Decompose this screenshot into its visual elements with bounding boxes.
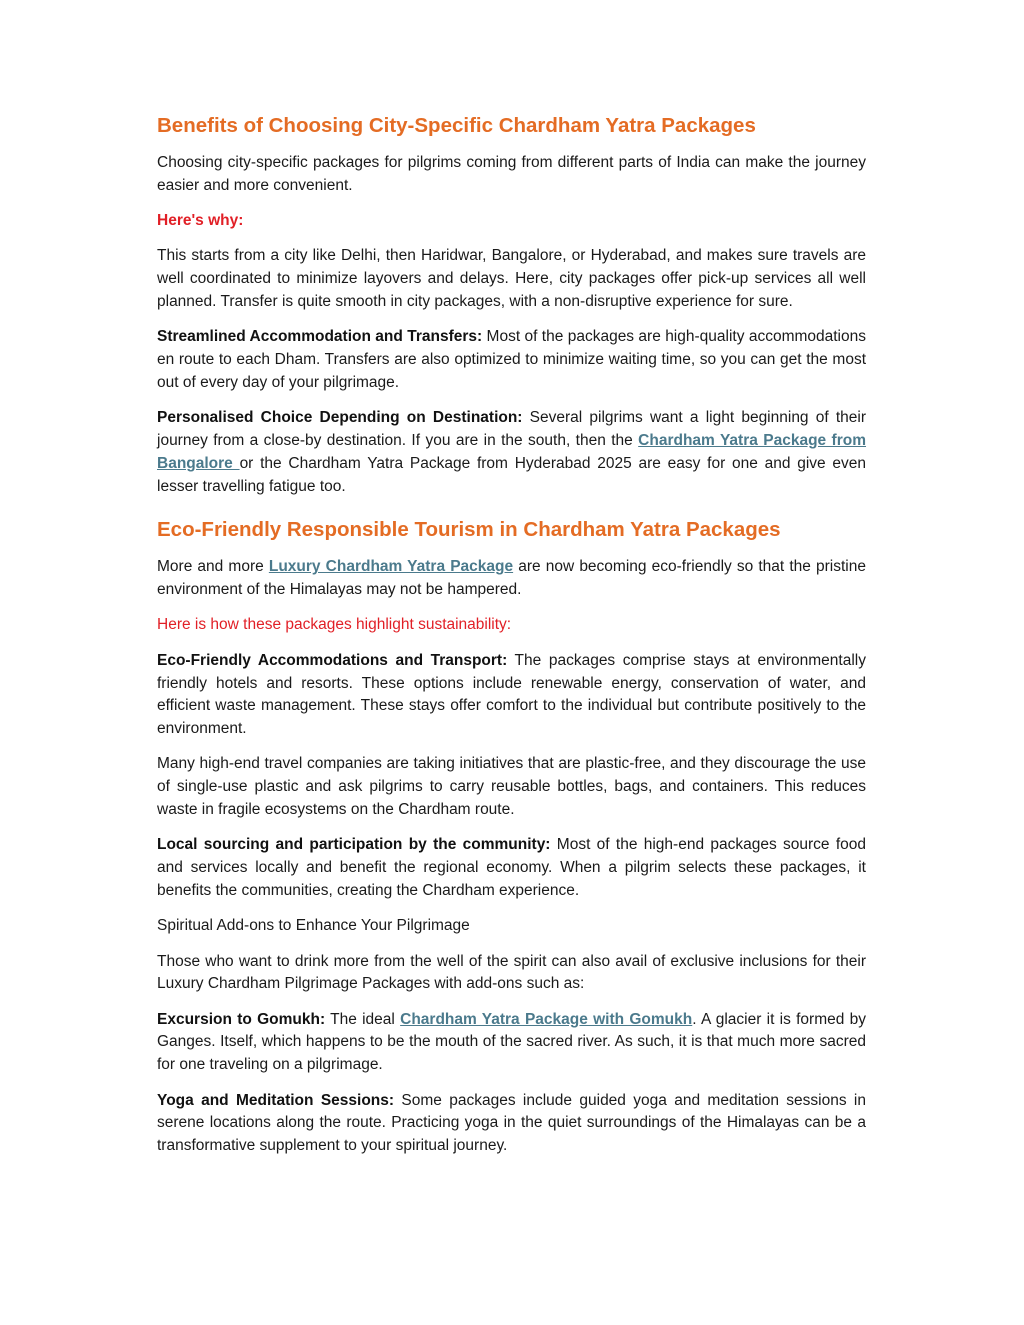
heres-why-label: Here's why:: [157, 212, 244, 230]
document-page: [157, 112, 866, 1170]
section-heading-city-packages: Benefits of Choosing City-Specific Chardham Yatra Packages: [157, 114, 756, 137]
city-coordination-paragraph: This starts from a city like Delhi, then Haridwar, Bangalore, or Hyderabad, and makes sure travels are well coordinated to minimize layovers and delays. Here, city packages offer pick-up services all well planned. Transfer is quite smooth in city packages, with a non-disruptive experience for sure.: [157, 247, 866, 310]
gomukh-paragraph: [157, 1009, 866, 1077]
streamlined-text: Most of the packages are high-quality accommodations en route to each Dham. Transfers are also optimized to minimize waiting time, so you can get the most out of every day of your pilgrimage.: [157, 328, 866, 391]
city-packages-intro: Choosing city-specific packages for pilgrims coming from different parts of India can make the journey easier and more convenient.: [157, 154, 866, 194]
gomukh-package-link[interactable]: Chardham Yatra Package with Gomukh: [400, 1010, 693, 1028]
local-sourcing-paragraph: [157, 834, 866, 902]
luxury-package-link[interactable]: Luxury Chardham Yatra Package: [268, 558, 514, 576]
eco-accommodations-text: The packages comprise stays at environmentally friendly hotels and resorts. These options include renewable energy, conservation of water, and efficient waste management. These stays offer comfort to the individual but contribute positively to the environment.: [157, 651, 866, 738]
sustainability-highlight-label: Here is how these packages highlight sustainability:: [157, 616, 512, 634]
eco-accommodations-paragraph: [157, 650, 866, 741]
personalised-choice-paragraph: [157, 407, 866, 498]
gomukh-text-before: The ideal: [325, 1010, 401, 1028]
local-sourcing-label: Local sourcing and participation by the community:: [157, 836, 551, 854]
personalised-text-before: Several pilgrims want a light beginning of their journey from a close-by destination. If you are in the south, then the: [157, 409, 866, 449]
plastic-free-paragraph: Many high-end travel companies are taking initiatives that are plastic-free, and they discourage the use of single-use plastic and ask pilgrims to carry reusable bottles, bags, and containers. This reduces waste in fragile ecosystems on the Chardham route.: [157, 755, 866, 819]
spiritual-addons-intro: Those who want to drink more from the well of the spirit can also avail of exclusive inclusions for their Luxury Chardham Pilgrimage Packages with add-ons such as:: [157, 952, 866, 993]
eco-accommodations-label: Eco-Friendly Accommodations and Transport:: [157, 651, 508, 669]
eco-intro-paragraph: [157, 556, 866, 602]
gomukh-label: Excursion to Gomukh:: [157, 1010, 326, 1028]
streamlined-accommodation-paragraph: [157, 326, 866, 394]
eco-intro-after: are now becoming eco-friendly so that the pristine environment of the Himalayas may not be hampered.: [157, 558, 866, 599]
gomukh-text-after: . A glacier it is formed by Ganges. Itself, which happens to be the mouth of the sacred river. As such, it is that much more sacred for one traveling on a pilgrimage.: [157, 1010, 866, 1074]
spiritual-addons-heading: Spiritual Add-ons to Enhance Your Pilgrimage: [157, 917, 470, 935]
yoga-meditation-paragraph: [157, 1090, 866, 1158]
bangalore-package-link[interactable]: Chardham Yatra Package from Bangalore: [157, 431, 867, 472]
personalised-label: Personalised Choice Depending on Destination:: [157, 409, 523, 427]
eco-intro-before: More and more: [157, 558, 269, 576]
yoga-text: Some packages include guided yoga and meditation sessions in serene locations along the route. Practicing yoga in the quiet surroundings of the Himalayas can be a transformative supplement to your spiritual journey.: [157, 1091, 866, 1155]
local-sourcing-text: Most of the high-end packages source food and services locally and benefit the regional economy. When a pilgrim selects these packages, it benefits the communities, creating the Chardham experience.: [157, 836, 867, 899]
personalised-text-after: or the Chardham Yatra Package from Hyderabad 2025 are easy for one and give even lesser travelling fatigue too.: [157, 454, 867, 495]
yoga-label: Yoga and Meditation Sessions:: [157, 1091, 395, 1109]
streamlined-label: Streamlined Accommodation and Transfers:: [157, 328, 483, 346]
section-heading-eco-friendly: Eco-Friendly Responsible Tourism in Chardham Yatra Packages: [157, 518, 781, 542]
